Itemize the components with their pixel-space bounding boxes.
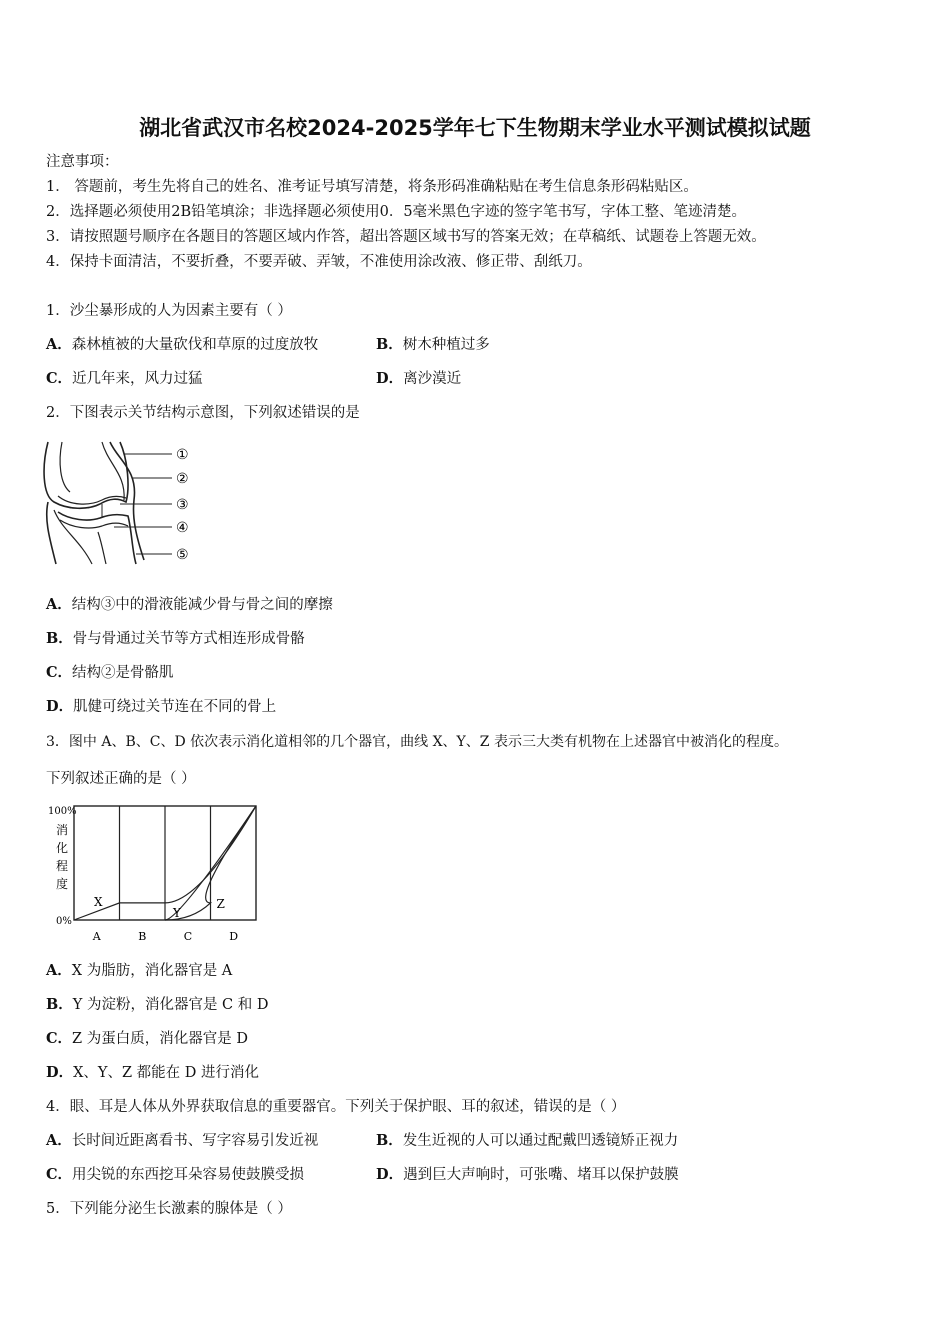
y-axis-label-char: 程 <box>56 859 69 873</box>
notice-heading: 注意事项： <box>46 154 119 170</box>
joint-label-4: ④ <box>176 520 189 536</box>
category-label-C: C <box>183 930 193 943</box>
q4-option-b: B．发生近视的人可以通过配戴凹透镜矫正视力 <box>376 1132 679 1149</box>
q1-option-c: C．近几年来，风力过猛 <box>46 370 203 387</box>
notice-item-2: 2．选择题必须使用2B铅笔填涂；非选择题必须使用0．5毫米黑色字迹的签字笔书写，字体工整、笔迹清楚。 <box>46 204 747 220</box>
q3-stem-line1: 3．图中 A、B、C、D 依次表示消化道相邻的几个器官，曲线 X、Y、Z 表示三大类有机物在上述器官中被消化的程度。 <box>46 734 788 750</box>
y-axis-label-char: 度 <box>56 877 69 891</box>
q5-stem: 5．下列能分泌生长激素的腺体是（ ） <box>46 1201 292 1217</box>
q2-option-a: A．结构③中的滑液能减少骨与骨之间的摩擦 <box>46 596 333 613</box>
joint-label-1: ① <box>176 447 189 463</box>
q2-option-d: D．肌健可绕过关节连在不同的骨上 <box>46 698 277 715</box>
joint-label-3: ③ <box>176 497 189 513</box>
y-tick-bottom: 0% <box>56 916 72 927</box>
digestion-chart <box>40 800 270 950</box>
q1-option-d: D．离沙漠近 <box>376 370 462 387</box>
y-axis-label-char: 化 <box>56 841 69 855</box>
q2-option-c: C．结构②是骨骼肌 <box>46 664 174 681</box>
q3-option-c: C．Z 为蛋白质，消化器官是 D <box>46 1030 248 1047</box>
q1-option-a: A．森林植被的大量砍伐和草原的过度放牧 <box>46 336 319 353</box>
q2-option-b: B．骨与骨通过关节等方式相连形成骨骼 <box>46 630 305 647</box>
page-title: 湖北省武汉市名校2024-2025学年七下生物期末学业水平测试模拟试题 <box>139 116 811 140</box>
series-label-Z: Z <box>216 897 225 911</box>
q4-option-a: A．长时间近距离看书、写字容易引发近视 <box>46 1132 319 1149</box>
y-axis-label-char: 消 <box>56 823 69 837</box>
q3-option-d: D．X、Y、Z 都能在 D 进行消化 <box>46 1064 260 1081</box>
q4-option-c: C．用尖锐的东西挖耳朵容易使鼓膜受损 <box>46 1166 305 1183</box>
category-label-D: D <box>229 930 239 943</box>
y-tick-top: 100% <box>48 806 77 817</box>
q2-stem: 2．下图表示关节结构示意图，下列叙述错误的是 <box>46 405 360 421</box>
category-label-A: A <box>92 930 101 943</box>
q3-stem-line2: 下列叙述正确的是（ ） <box>46 771 196 787</box>
joint-diagram <box>40 440 200 570</box>
notice-item-1: 1． 答题前，考生先将自己的姓名、准考证号填写清楚，将条形码准确粘贴在考生信息条形码粘贴区。 <box>46 179 698 195</box>
joint-label-2: ② <box>176 471 189 487</box>
q1-option-b: B．树木种植过多 <box>376 336 490 353</box>
series-label-X: X <box>94 895 103 909</box>
notice-item-4: 4．保持卡面清洁，不要折叠，不要弄破、弄皱，不准使用涂改液、修正带、刮纸刀。 <box>46 254 592 270</box>
category-label-B: B <box>138 930 147 943</box>
series-label-Y: Y <box>173 906 181 920</box>
q3-option-b: B．Y 为淀粉，消化器官是 C 和 D <box>46 996 269 1013</box>
q4-option-d: D．遇到巨大声响时，可张嘴、堵耳以保护鼓膜 <box>376 1166 679 1183</box>
q3-option-a: A．X 为脂肪，消化器官是 A <box>46 962 233 979</box>
q1-stem: 1．沙尘暴形成的人为因素主要有（ ） <box>46 303 292 319</box>
notice-item-3: 3．请按照题号顺序在各题目的答题区域内作答，超出答题区域书写的答案无效；在草稿纸、试题卷上答题无效。 <box>46 229 766 245</box>
q4-stem: 4．眼、耳是人体从外界获取信息的重要器官。下列关于保护眼、耳的叙述，错误的是（ ） <box>46 1099 626 1115</box>
joint-label-5: ⑤ <box>176 547 189 563</box>
